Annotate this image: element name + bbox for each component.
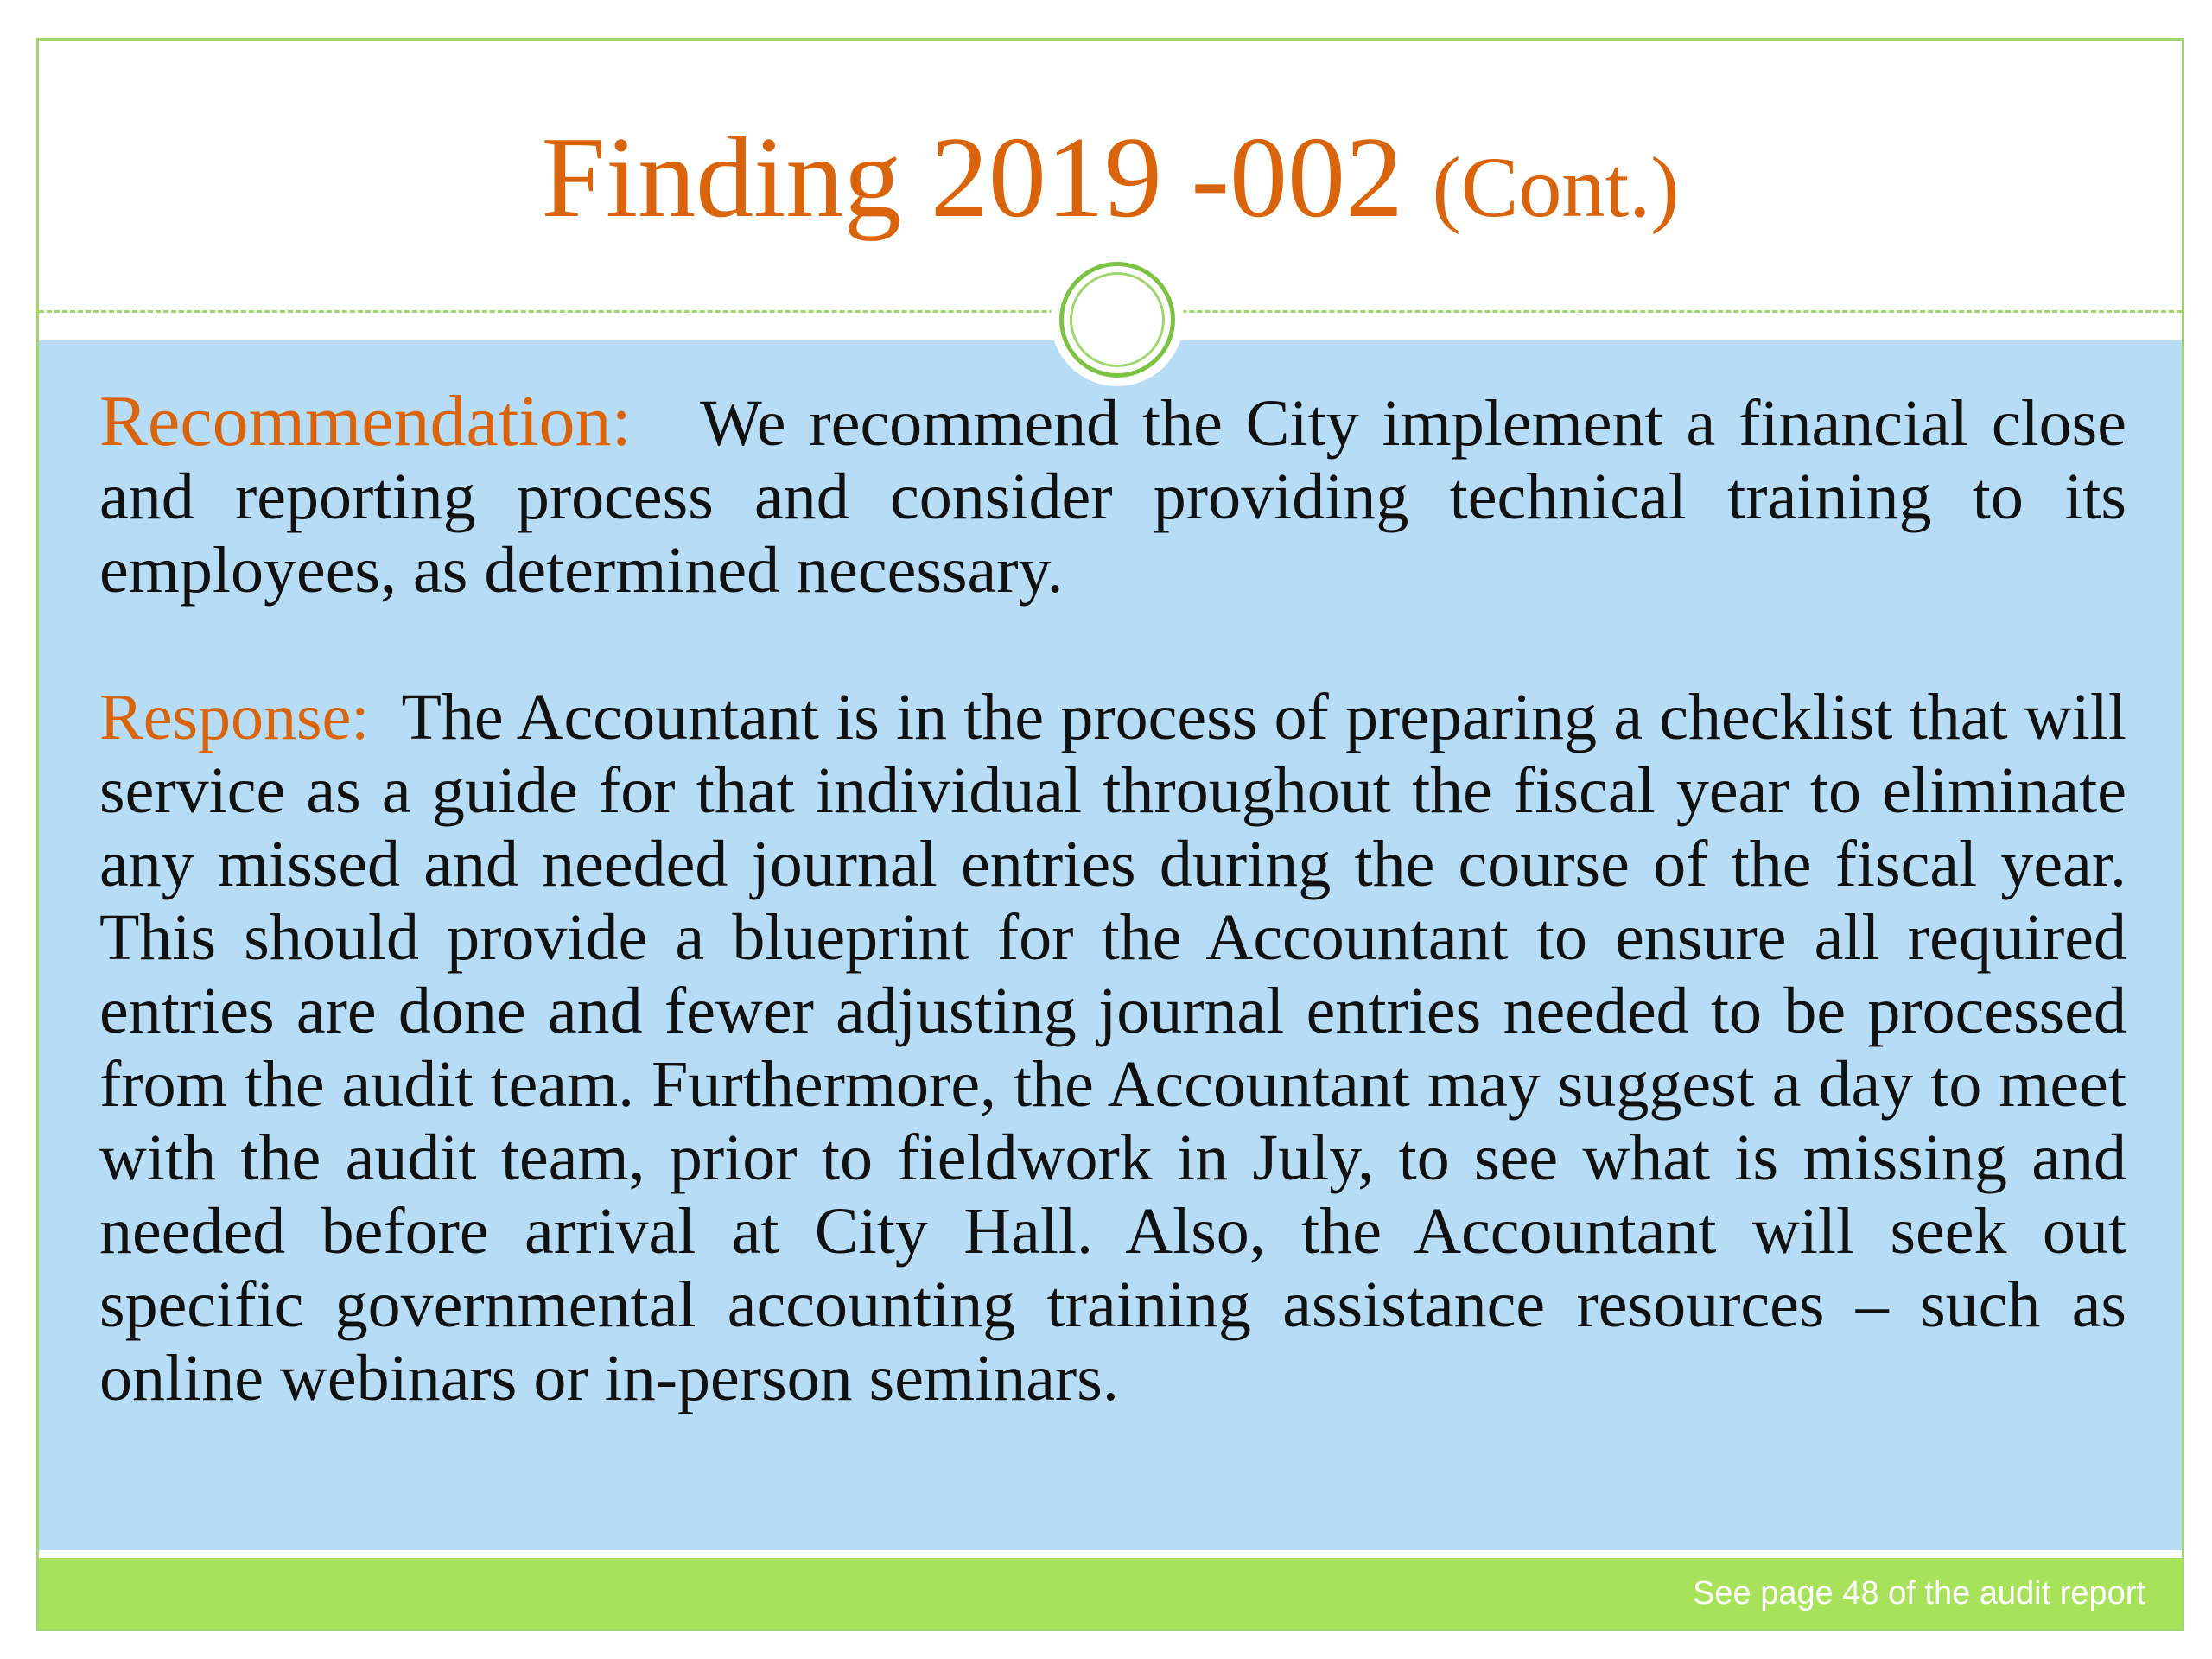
response-label: Response: [99,681,370,753]
recommendation-text: We recommend the City implement a financial close and reporting process and consider providing technical training to its employees, as determined necessary. [99,387,2126,607]
response-text: The Accountant is in the process of preparing a checklist that will service as a guide for that individual throughout the fiscal year to eliminate any missed and needed journal entries during the course of the fiscal year. This should provide a blueprint for the Accountant to ensure all required entries are done and fewer adjusting journal entries needed to be processed from the audit team. Furthermore, the Accountant may suggest a day to meet with the audit team, prior to fieldwork in July, to see what is missing and needed before arrival at City Hall. Also, the Accountant will seek out specific governmental accounting training assistance resources – such as online webinars or in-person seminars. [99,681,2126,1414]
slide [36,38,2184,1631]
footer-bar [39,1558,2182,1629]
footer-note: See page 48 of the audit report [1693,1575,2145,1611]
response-paragraph [99,681,2126,1415]
recommendation-label: Recommendation: [99,381,632,461]
slide-title [39,108,2182,257]
title-suffix: (Cont.) [1432,139,1680,235]
recommendation-paragraph [99,381,2126,607]
slide-body [99,381,2126,1415]
title-main: Finding 2019 -002 [541,113,1403,241]
circle-ornament-inner-ring [1070,272,1165,367]
